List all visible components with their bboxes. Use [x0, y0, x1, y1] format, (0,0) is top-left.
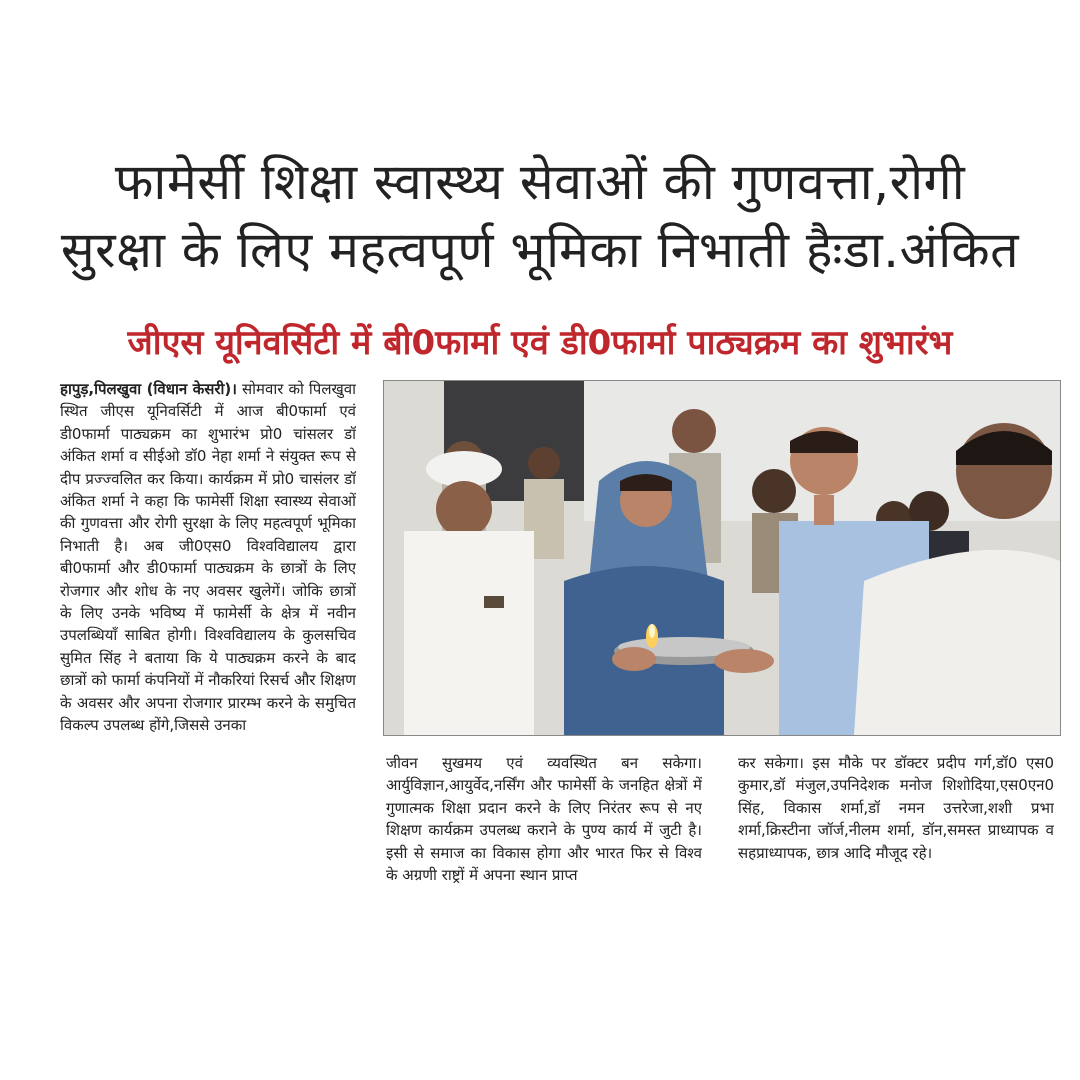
article-column-3: कर सकेगा। इस मौके पर डॉक्टर प्रदीप गर्ग,डॉ0 एस0 कुमार,डॉ मंजुल,उपनिदेशक मनोज शिशोदिया,एस0एन0 सिंह, विकास शर्मा,डॉ नमन उत्तरेजा,शशी प्रभा शर्मा,क्रिस्टीना जॉर्ज,नीलम शर्मा, डॉन,समस्त प्राध्यापक व सहप्राध्यापक, छात्र आदि मौजूद रहे। [738, 754, 1054, 862]
news-photo [383, 380, 1061, 736]
dateline: हापुड़,पिलखुवा (विधान केसरी)। [60, 380, 237, 398]
article-column-2: जीवन सुखमय एवं व्यवस्थित बन सकेगा। आर्युविज्ञान,आयुर्वेद,नर्सिंग और फामेर्सी के जनहित क्षेत्रों में गुणात्मक शिक्षा प्रदान करने के लिए निरंतर रूप से नए शिक्षण कार्यक्रम उपलब्ध कराने के पुण्य कार्य में जुटी है। इसी से समाज का विकास होगा और भारत फिर से विश्व के अग्रणी राष्ट्रों में अपना स्थान प्राप्त [386, 754, 702, 885]
article-column-1-text: सोमवार को पिलखुवा स्थित जीएस यूनिवर्सिटी में आज बी0फार्मा एवं डी0फार्मा पाठ्यक्रम का शुभारंभ प्रो0 चांसलर डॉ अंकित शर्मा व सीईओ डॉ0 नेहा शर्मा ने संयुक्त रूप से दीप प्रज्ज्वलित कर किया। कार्यक्रम में प्रो0 चासंलर डॉ अंकित शर्मा ने कहा कि फामेर्सी शिक्षा स्वास्थ्य सेवाओं की गुणवत्ता और रोगी सुरक्षा के लिए महत्वपूर्ण भूमिका निभाती है। अब जी0एस0 विश्वविद्यालय द्वारा बी0फार्मा और डी0फार्मा पाठ्यक्रम के छात्रों के लिए रोजगार और शोध के नए अवसर खुलेगें। जोकि छात्रों के लिए उनके भविष्य में फामेर्सी के क्षेत्र में नवीन उपलब्धियाँ साबित होगी। विश्वविद्यालय के कुलसचिव सुमित सिंह ने बताया कि ये पाठ्यक्रम करने के बाद छात्रों को फार्मा कंपनियों में नौकरियां रिसर्च और शिक्षण के अवसर और अपना रोजगार प्रारम्भ करने के समुचित विकल्प उपलब्ध होंगे,जिससे उनका [60, 380, 356, 735]
article-column-1 [60, 378, 356, 958]
headline-line-2: सुरक्षा के लिए महत्वपूर्ण भूमिका निभाती हैःडा.अंकित [60, 221, 1020, 279]
headline-line-1: फामेर्सी शिक्षा स्वास्थ्य सेवाओं की गुणवत्ता,रोगी [114, 153, 966, 211]
subheadline: जीएस यूनिवर्सिटी में बी0फार्मा एवं डी0फार्मा पाठ्यक्रम का शुभारंभ [127, 323, 953, 363]
photo-illustration [384, 381, 1060, 735]
